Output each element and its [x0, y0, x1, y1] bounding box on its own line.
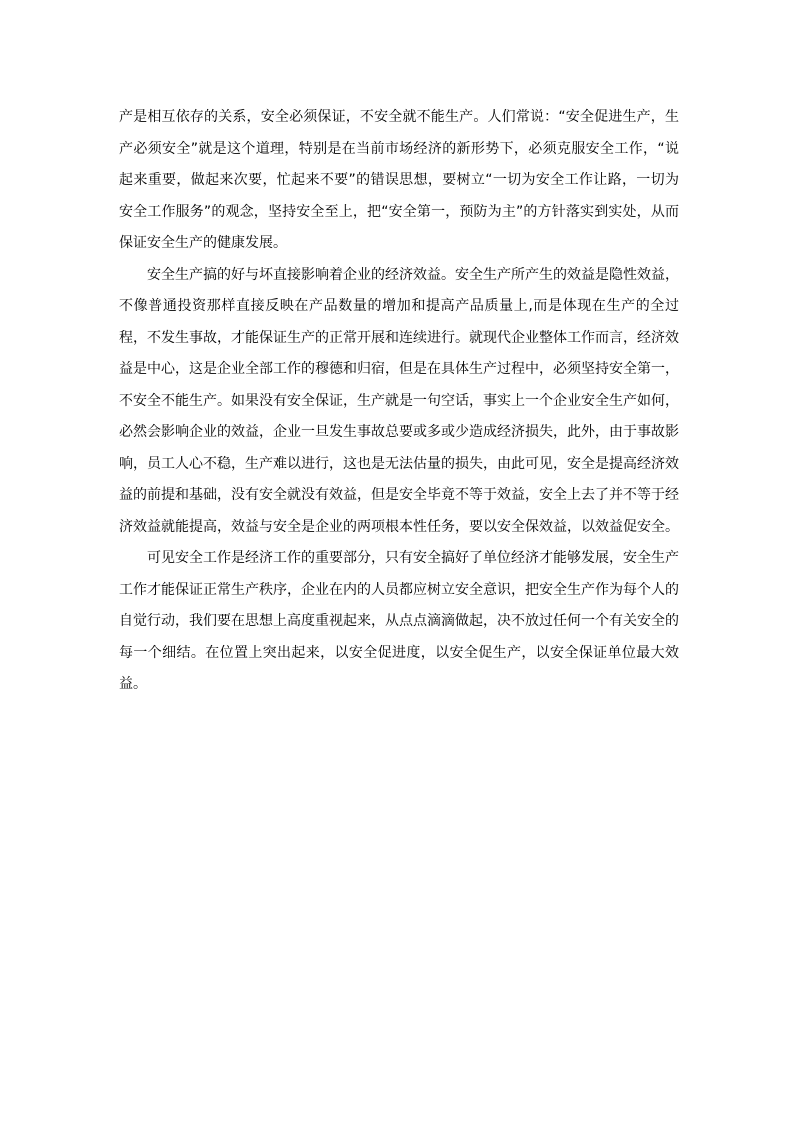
paragraph-3: 可见安全工作是经济工作的重要部分，只有安全搞好了单位经济才能够发展，安全生产工作才能保证正常生产秩序，企业在内的人员都应树立安全意识，把安全生产作为每个人的自觉行动，我们要在思想上高度重视起来，从点点滴滴做起，决不放过任何一个有关安全的每一个细结。在位置上突出起来，以安全促进度，以安全促生产，以安全保证单位最大效益。 [119, 550, 679, 692]
document-body [119, 102, 679, 701]
paragraph-1: 产是相互依存的关系，安全必须保证，不安全就不能生产。人们常说：“安全促进生产，生产必须安全”就是这个道理，特别是在当前市场经济的新形势下，必须克服安全工作，“说起来重要，做起来次要，忙起来不要”的错误思想，要树立“一切为安全工作让路，一切为安全工作服务”的观念，坚持安全至上，把“安全第一，预防为主”的方针落实到实处，从而保证安全生产的健康发展。 [119, 109, 679, 251]
paragraph-2: 安全生产搞的好与坏直接影响着企业的经济效益。安全生产所产生的效益是隐性效益，不像普通投资那样直接反映在产品数量的增加和提高产品质量上,而是体现在生产的全过程，不发生事故，才能保证生产的正常开展和连续进行。就现代企业整体工作而言，经济效益是中心，这是企业全部工作的穆德和归宿，但是在具体生产过程中，必须坚持安全第一，不安全不能生产。如果没有安全保证，生产就是一句空话，事实上一个企业安全生产如何，必然会影响企业的效益，企业一旦发生事故总要或多或少造成经济损失，此外，由于事故影响，员工人心不稳，生产难以进行，这也是无法估量的损失，由此可见，安全是提高经济效益的前提和基础，没有安全就没有效益，但是安全毕竟不等于效益，安全上去了并不等于经济效益就能提高，效益与安全是企业的两项根本性任务，要以安全保效益，以效益促安全。 [119, 266, 679, 535]
